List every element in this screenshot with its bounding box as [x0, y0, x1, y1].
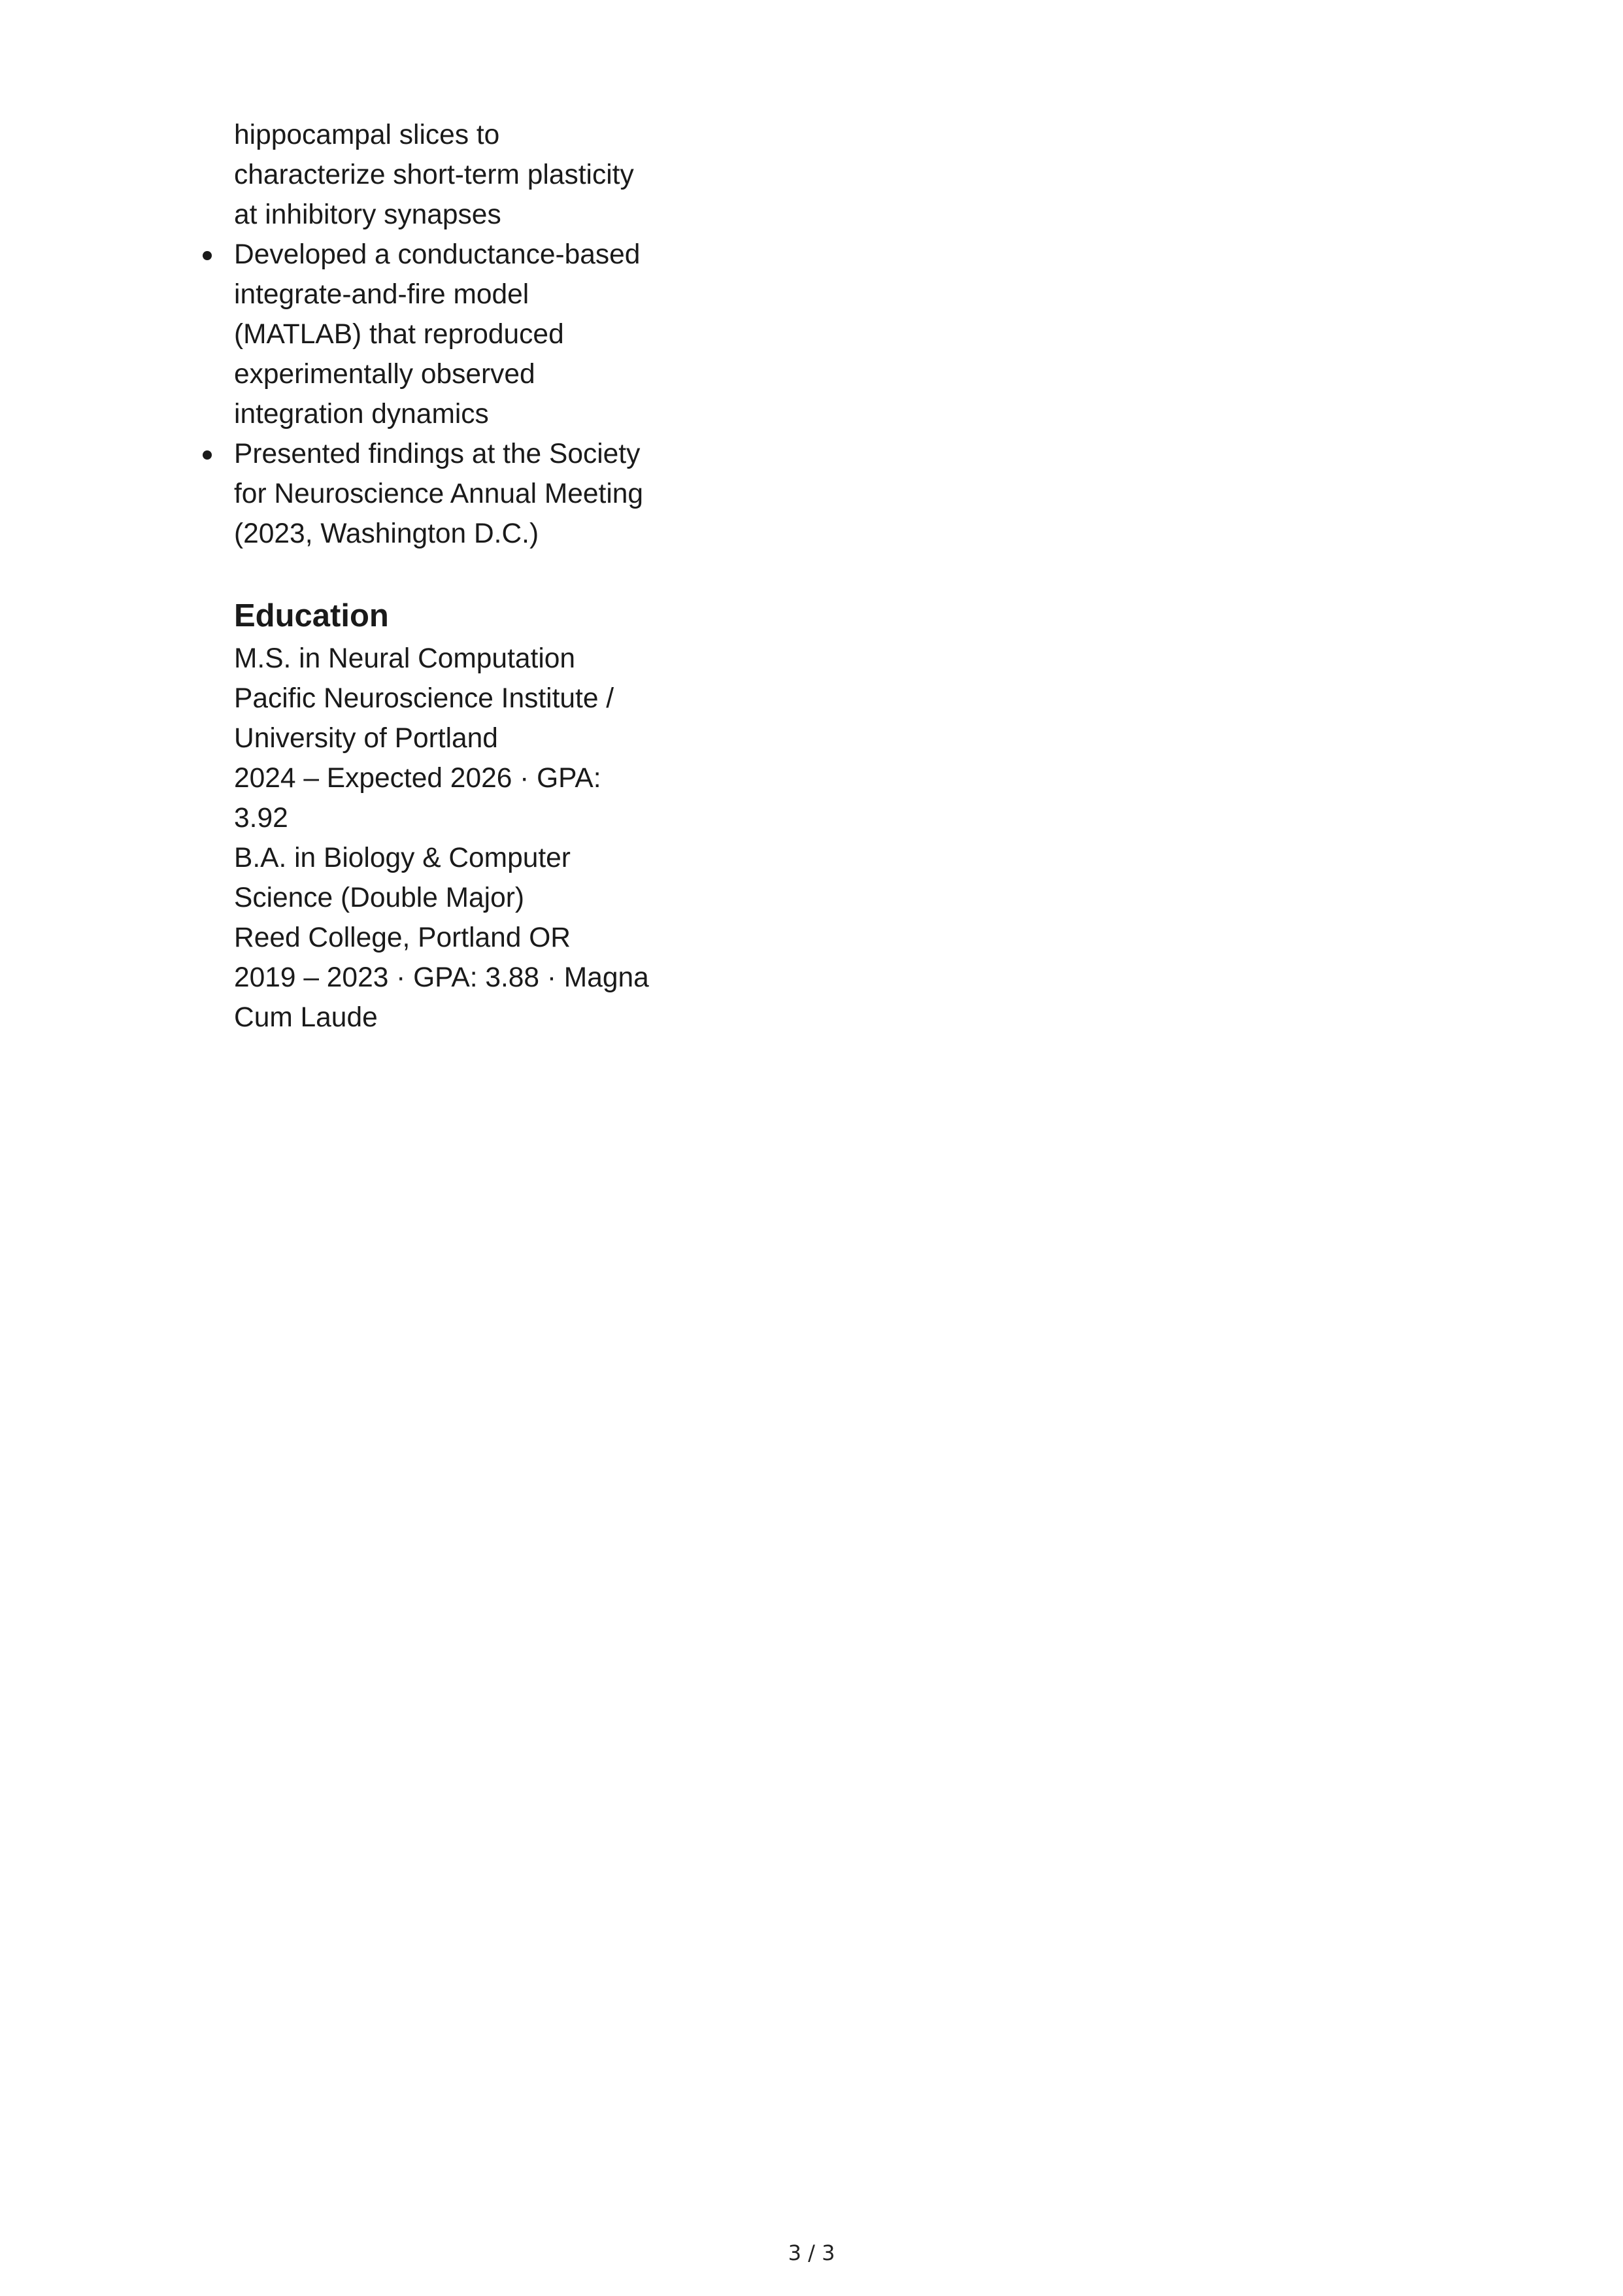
page-number: 3 / 3	[788, 2240, 835, 2265]
education-entry	[234, 639, 652, 838]
education-institution: Pacific Neuroscience Institute / University of Portland	[234, 683, 614, 754]
bullet-text: Developed a conductance-based integrate-and-fire model (MATLAB) that reproduced experimentally observed integration dynamics	[234, 239, 641, 430]
education-degree: M.S. in Neural Computation	[234, 643, 576, 674]
education-heading: Education	[234, 598, 389, 633]
list-item	[234, 235, 652, 434]
education-details: 2019 – 2023 · GPA: 3.88 · Magna Cum Laude	[234, 962, 649, 1033]
education-institution: Reed College, Portland OR	[234, 922, 571, 953]
bullet-icon	[203, 450, 212, 460]
education-details: 2024 – Expected 2026 · GPA: 3.92	[234, 763, 601, 834]
experience-bullet-list	[234, 235, 652, 554]
education-degree: B.A. in Biology & Computer Science (Double Major)	[234, 843, 571, 913]
bullet-icon	[203, 251, 212, 260]
resume-column	[234, 115, 652, 1038]
education-entry	[234, 838, 652, 1038]
experience-continuation-text: hippocampal slices to characterize short-term plasticity at inhibitory synapses	[234, 120, 634, 230]
bullet-text: Presented findings at the Society for Neuroscience Annual Meeting (2023, Washington D.C.)	[234, 439, 644, 549]
list-item	[234, 434, 652, 554]
